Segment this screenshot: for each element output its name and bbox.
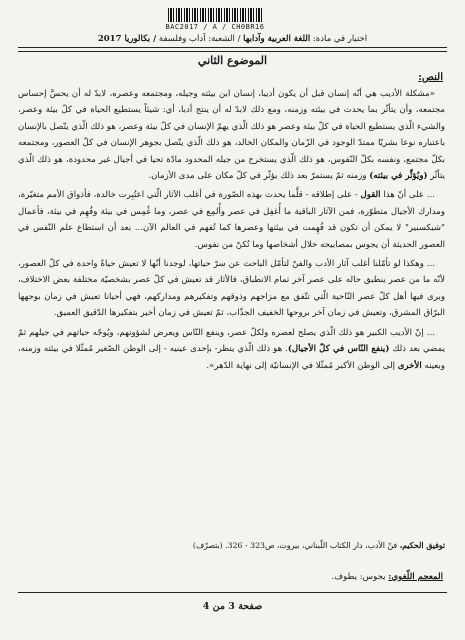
paragraph-text: - على إطلاقه - قلَّما يحدث بهذه الصّورة في أغلب الآثار الّتي اعتُبِرت خالدة، فأذواق الأمم متغيّرة، ومدارك الأجيال متطوّرة، فمن الآثار الباقية ما أُغفِل في عصر وأُلمِع في عصر، وما غُمِس في بيئة وفُهِم في بيئة، فأعمال "شيكسبير" لا يمكن أن تكون قد فُهِمت في بيئتها وعصرها كما تُفهم في العالم الآن... بعد أن استطاع علم النّفس في العصور الحديثة أن يجوس بمصابيحه خلال أشخاصها وما تُكنّ من نفوس.: [18, 190, 445, 250]
branch-value: آداب وفلسفة: [158, 34, 206, 44]
source-author: توفيق الحكيم،: [399, 541, 445, 550]
glossary: [332, 572, 443, 582]
passage-paragraph: [18, 86, 445, 184]
subject-label: اختبار في مادة:: [312, 34, 368, 44]
passage-paragraph: [18, 325, 445, 374]
emphasized-phrase: (ويُؤثِّر في بيئته): [369, 171, 428, 182]
subject-value: اللغة العربية وآدابها: [243, 34, 311, 44]
emphasized-phrase: الأخرى: [397, 360, 422, 371]
exam-header: [18, 34, 447, 44]
paragraph-text: ... إنّ الأديب الكبير هو ذلك الّذي يصلح لعصره ولكلّ عصر، وينفع النّاس ويعرض لشؤونهم، ويُوجّه حياتهم في جيلهم ثمّ يمضي بعد ذلك: [18, 327, 445, 355]
passage-paragraph: [18, 187, 445, 253]
source-citation: [18, 541, 445, 550]
source-details: فنّ الأدب، دار الكتاب اللّبناني، بيروت، ص323 - 326. (بتصرّف): [192, 541, 400, 550]
paragraph-text: . هو ذلك الّذي ينظر- بإحدى عينيه - إلى الوطن الصّغير مُمثّلا في بيئته وزمنه، وبعينه: [18, 344, 445, 371]
barcode-code: BAC2017 / A / CH0BR16: [165, 23, 265, 31]
glossary-entry: يجوس: يطوف.: [331, 572, 389, 582]
header-divider: [18, 47, 447, 52]
emphasized-phrase: القول: [360, 190, 381, 201]
paragraph-text: ... وهكذا لو تأمّلنا أغلب آثار الأدب والفنّ لتأمّل الباحث عن سرّ حياتها، لوجدنا أنّها لا تعيش حياةً واحدة في كلّ العصور، لأنّه ما من عصر ينطبق حاله على عصر آخر تمام الانطباق، فالأثار قد تعيش في كلّ عصر بشخصيّة مختلفة بعض الاختلاف، وبرى فيها أهل كلّ عصر النّاحية الّتي تتّفق مع مزاجهم وذوقهم وتفكيرهم ومداركهم، فهي أحيانا تعيش في زمان بوجهها البرّاق المشرق، وتعيش في زمان آخر بروحها الخفيف الجذّاب، ثمّ تعيش في زمان أخير بتفكيرها الدّقيق العميق.: [18, 259, 445, 319]
page-number: صفحة 3 من 4: [202, 601, 263, 612]
paragraph-text: «مشكلة الأديب هي أنّه إنسان قبل أن يكون أديبا، إنسان ابن بيئته وجيله، ومجتمعه وعصره، لابدّ له أن يحسَّ إحساس مجتمعه، وأن يتأثّر بما يحدث في بيئته وزمنه، ومع ذلك لابدّ له أن ينتج أدبا، أي: شيئاً يستطيع الحياة في كلّ بيئة وعصر، والشيء الّذي يستطيع الحياة في كلّ بيئة وعصر هو ذلك الّذي يهمّ الإنسان في كلّ بيئة وعصر، هو ذلك الّذي يتّصل بالإنسان باعتباره نوعا بشريّا ممتدّ الوجود في الزّمان والمكان الخالد، هو ذلك الّذي يتّصل بجوهر الإنسان في كلّ العصور، ومجتمعه بكلّ مجتمع، ونفسه بكلّ النّفوس، هو ذلك الّذي يستخرج من جيله المحدود مادّة تحيا في أجيال غير محدودة، هو ذلك الّذي يتأثّر: [18, 89, 445, 182]
text-label: النص:: [418, 72, 443, 83]
glossary-label: المعجم اللّغوي:: [388, 572, 443, 582]
exam-session: / بكالوريا 2017: [97, 34, 157, 44]
barcode-image: [168, 8, 264, 22]
passage-paragraph: [18, 256, 445, 322]
footer-divider: [18, 592, 447, 593]
branch-label: / الشعبة:: [208, 34, 241, 44]
paragraph-text: ... على أنّ هذا: [380, 190, 435, 201]
paragraph-text: إلى الوطن الأكبر مُمثّلا في الإنسانيّة إلى نهاية الدّهر».: [206, 360, 398, 371]
emphasized-phrase: (ينفع النّاس في كلّ الأجيال): [287, 344, 390, 355]
topic-title: الموضوع الثاني: [197, 54, 268, 67]
passage-body: [18, 86, 445, 377]
paragraph-text: وزمنه ثمّ يستمرّ بعد ذلك يؤثّر في كلّ مكان على مدى الأزمان.: [148, 171, 370, 182]
